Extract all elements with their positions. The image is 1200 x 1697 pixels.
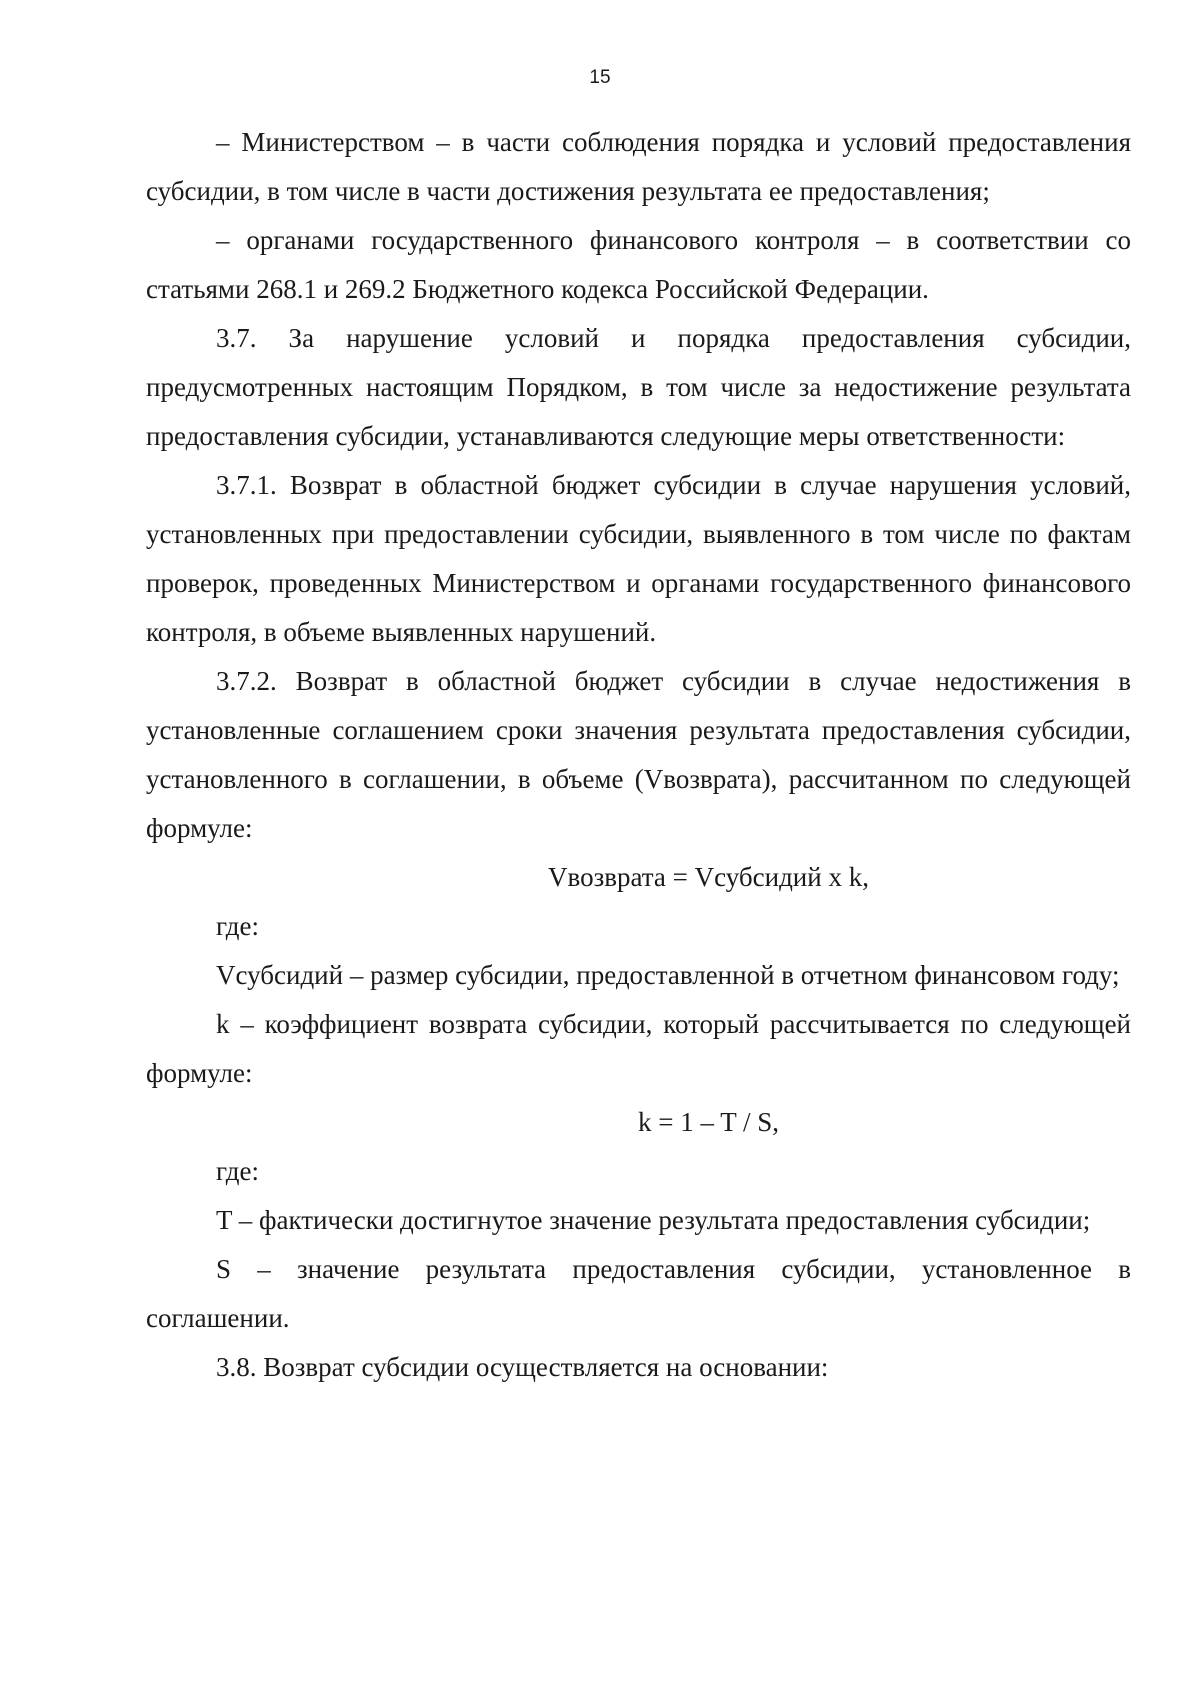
formula-return-volume: Vвозврата = Vсубсидий x k, (548, 862, 869, 892)
paragraph-3-8: 3.8. Возврат субсидии осуществляется на основании: (216, 1352, 829, 1382)
paragraph-v-subsidy-definition: Vсубсидий – размер субсидии, предоставленной в отчетном финансовом году; (216, 960, 1120, 990)
paragraph-where-1: где: (216, 911, 259, 941)
paragraph-ministry-control: – Министерством – в части соблюдения порядка и условий предоставления субсидии, в том числе в части достижения результата ее предоставления; (146, 127, 1131, 206)
paragraph-t-definition: T – фактически достигнутое значение результата предоставления субсидии; (216, 1205, 1091, 1235)
paragraph-financial-control: – органами государственного финансового контроля – в соответствии со статьями 268.1 и 269.2 Бюджетного кодекса Российской Федерации. (146, 225, 1131, 304)
document-body (146, 118, 1131, 1392)
page-number: 15 (589, 67, 611, 88)
paragraph-3-7-2: 3.7.2. Возврат в областной бюджет субсидии в случае недостижения в установленные соглашением сроки значения результата предоставления субсидии, установленного в соглашении, в объеме (Vвозврата), рассчитанном по следующей формуле: (146, 666, 1131, 843)
paragraph-k-definition: k – коэффициент возврата субсидии, который рассчитывается по следующей формуле: (146, 1009, 1131, 1088)
formula-coefficient-k: k = 1 – T / S, (637, 1107, 779, 1137)
paragraph-3-7-1: 3.7.1. Возврат в областной бюджет субсидии в случае нарушения условий, установленных при предоставлении субсидии, выявленного в том числе по фактам проверок, проведенных Министерством и органами государственного финансового контроля, в объеме выявленных нарушений. (146, 470, 1131, 647)
paragraph-3-7: 3.7. За нарушение условий и порядка предоставления субсидии, предусмотренных настоящим Порядком, в том числе за недостижение результата предоставления субсидии, устанавливаются следующие меры ответственности: (146, 323, 1131, 451)
paragraph-where-2: где: (216, 1156, 259, 1186)
paragraph-s-definition: S – значение результата предоставления субсидии, установленное в соглашении. (146, 1254, 1131, 1333)
